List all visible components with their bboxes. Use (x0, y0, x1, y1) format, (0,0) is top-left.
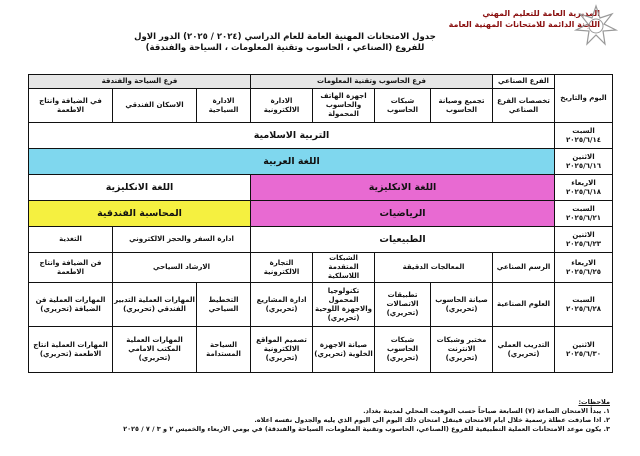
tourism-branch-header: فرع السياحة والفندقة (29, 75, 251, 89)
subject-cell: شبكات الحاسوب (تحريري) (375, 327, 431, 373)
note-1: ١. يبدأ الامتحان الساعة (٧) السابعة صباحاً حسب التوقيت المحلي لمدينة بغداد. (363, 407, 610, 415)
table-row (29, 227, 613, 253)
spec-header: الادارة السياحية (197, 89, 251, 123)
notes-label: ملاحظات: (578, 398, 610, 406)
day-cell: السبت ٢٠٢٥/٦/٢١ (555, 201, 613, 227)
subject-cell: العلوم الصناعية (493, 283, 555, 327)
day-cell: الاثنين ٢٠٢٥/٦/١٦ (555, 149, 613, 175)
title-line2: للفروع (الصناعي ، الحاسوب وتقنية المعلومات ، السياحة والفندقة) (145, 43, 425, 53)
computer-branch-header: فرع الحاسوب وتقنية المعلومات (251, 75, 493, 89)
subject-cell: فن الضيافة وانتاج الاطعمة (29, 253, 113, 283)
spec-header: اجهزة الهاتف والحاسوب المحمولة (313, 89, 375, 123)
subject-cell: تصميم المواقع الالكترونية (تحريري) (251, 327, 313, 373)
subject-cell: صيانة الاجهزة الخلوية (تحريري) (313, 327, 375, 373)
day-cell: السبت ٢٠٢٥/٦/١٤ (555, 123, 613, 149)
subject-cell: ادارة السفر والحجز الالكتروني (113, 227, 251, 253)
subject-cell: ادارة المشاريع (تحريري) (251, 283, 313, 327)
subject-cell: التربية الاسلامية (29, 123, 555, 149)
subject-cell: تكنولوجيا المحمول والاجهزة اللوحية (تحريري) (313, 283, 375, 327)
day-date-header: اليوم والتاريخ (555, 75, 613, 123)
day-cell: السبت ٢٠٢٥/٦/٢٨ (555, 283, 613, 327)
emblem-star-icon (574, 4, 618, 48)
title-line1: جدول الامتحانات المهنية العامة للعام الدراسي (٢٠٢٤ / ٢٠٢٥) الدور الاول (134, 32, 436, 42)
table-row (29, 201, 613, 227)
notes (40, 398, 610, 434)
spec-header: شبكات الحاسوب (375, 89, 431, 123)
subject-cell: المحاسبة الفندقية (29, 201, 251, 227)
table-row (29, 123, 613, 149)
table-row (29, 283, 613, 327)
subject-cell: اللغة الانكليزية (251, 175, 555, 201)
day-cell: الاربعاء ٢٠٢٥/٦/١٨ (555, 175, 613, 201)
header-line2: اللجنة الدائمة للامتحانات المهنية العامة (448, 20, 600, 29)
table-row (29, 327, 613, 373)
subject-cell: اللغة الانكليزية (29, 175, 251, 201)
subject-cell: المهارات العملية التدبير الفندقي (تحريري) (113, 283, 197, 327)
subject-cell: اللغة العربية (29, 149, 555, 175)
schedule-title (120, 32, 450, 54)
subject-cell: الرسم الصناعي (493, 253, 555, 283)
subject-cell: الطبيعيات (251, 227, 555, 253)
subject-cell: التغذية (29, 227, 113, 253)
subject-cell: الشبكات المتقدمة اللاسلكية (313, 253, 375, 283)
spec-header: تجميع وصيانة الحاسوب (431, 89, 493, 123)
spec-header: في الضيافة وانتاج الاطعمة (29, 89, 113, 123)
header-line1: المديرية العامة للتعليم المهني (482, 9, 600, 18)
spec-header: الاسكان الفندقي (113, 89, 197, 123)
day-cell: الاثنين ٢٠٢٥/٦/٣٠ (555, 327, 613, 373)
subject-cell: المهارات العملية المكتب الامامي (تحريري) (113, 327, 197, 373)
branch-header: الفرع الصناعي (493, 75, 555, 89)
table-row (29, 253, 613, 283)
subject-cell: الرياضيات (251, 201, 555, 227)
subject-cell: الارشاد السياحي (113, 253, 251, 283)
subject-cell: التجارة الالكترونية (251, 253, 313, 283)
exam-schedule-table (28, 74, 613, 373)
note-3: ٣. يكون موعد الامتحانات العملية التطبيقية للفروع (الصناعي، الحاسوب وتقنية المعلومات، السياحة والفندقة) في يومي الاربعاء والخميس ٢ و ٣ / ٧ / ٢٠٢٥ (123, 425, 610, 433)
subject-cell: المهارات العملية انتاج الاطعمة (تحريري) (29, 327, 113, 373)
table-row (29, 149, 613, 175)
branch-spec-header: تخصصات الفرع الصناعي (493, 89, 555, 123)
spec-header: الادارة الالكترونية (251, 89, 313, 123)
day-cell: الاربعاء ٢٠٢٥/٦/٢٥ (555, 253, 613, 283)
note-2: ٢. اذا صادفت عطلة رسمية خلال ايام الامتحان فينقل امتحان ذلك اليوم الى اليوم الذي يليه والجدول نفسه اعلاه. (254, 416, 610, 424)
subject-cell: المهارات العملية فن الضيافة (تحريري) (29, 283, 113, 327)
subject-cell: المعالجات الدقيقة (375, 253, 493, 283)
subject-cell: صيانة الحاسوب (تحريري) (431, 283, 493, 327)
table-row (29, 175, 613, 201)
subject-cell: تطبيقات الاتصالات (تحريري) (375, 283, 431, 327)
subject-cell: مختبر وشبكات الانترنت (تحريري) (431, 327, 493, 373)
subject-cell: التدريب العملي (تحريري) (493, 327, 555, 373)
subject-cell: السياحة المستدامة (197, 327, 251, 373)
subject-cell: التخطيط السياحي (197, 283, 251, 327)
day-cell: الاثنين ٢٠٢٥/٦/٢٣ (555, 227, 613, 253)
